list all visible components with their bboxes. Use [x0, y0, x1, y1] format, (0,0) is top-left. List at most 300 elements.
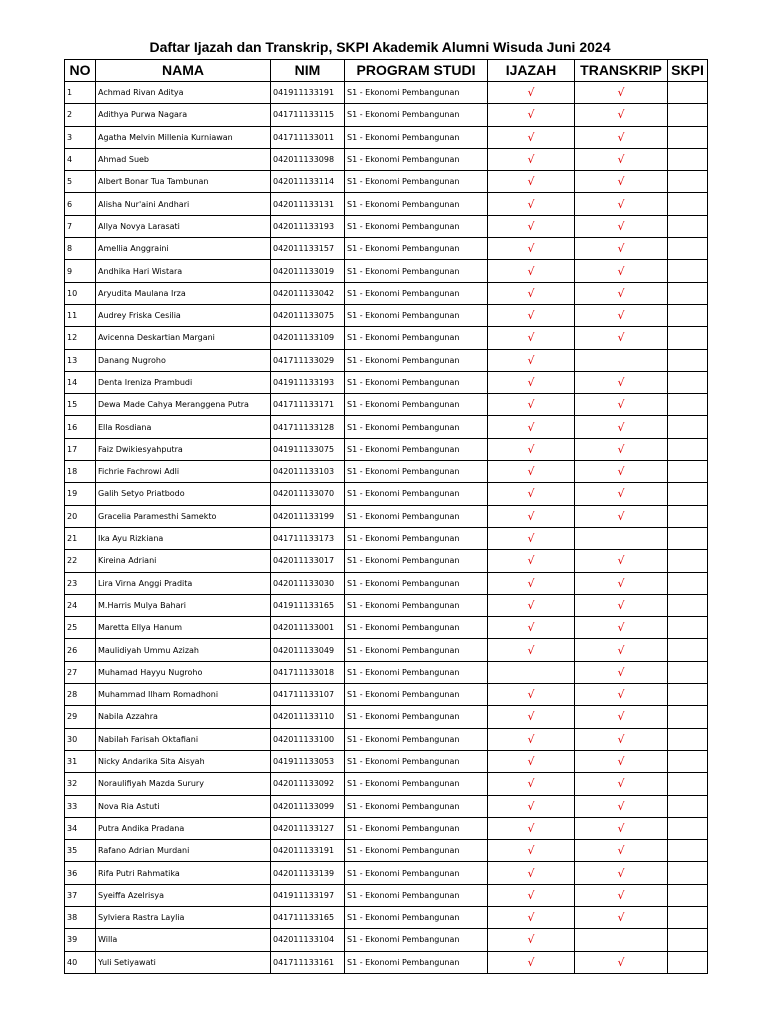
- cell-ijazah-check: √: [488, 706, 575, 728]
- cell-skpi: [668, 527, 708, 549]
- cell-ijazah-check: √: [488, 215, 575, 237]
- cell-transkrip-check: √: [575, 728, 668, 750]
- cell-program-studi: S1 - Ekonomi Pembangunan: [345, 527, 488, 549]
- cell-no: 19: [65, 483, 96, 505]
- cell-transkrip-check: √: [575, 148, 668, 170]
- cell-ijazah-check: √: [488, 929, 575, 951]
- cell-nim: 041711133029: [271, 349, 345, 371]
- cell-skpi: [668, 416, 708, 438]
- cell-transkrip-check: [575, 929, 668, 951]
- cell-program-studi: S1 - Ekonomi Pembangunan: [345, 483, 488, 505]
- table-row: [65, 483, 708, 505]
- cell-transkrip-check: √: [575, 594, 668, 616]
- cell-ijazah-check: √: [488, 483, 575, 505]
- cell-transkrip-check: √: [575, 171, 668, 193]
- table-row: [65, 594, 708, 616]
- cell-program-studi: S1 - Ekonomi Pembangunan: [345, 193, 488, 215]
- cell-transkrip-check: √: [575, 416, 668, 438]
- cell-ijazah-check: √: [488, 750, 575, 772]
- cell-skpi: [668, 483, 708, 505]
- cell-skpi: [668, 661, 708, 683]
- table-row: [65, 193, 708, 215]
- cell-skpi: [668, 82, 708, 104]
- cell-ijazah-check: √: [488, 193, 575, 215]
- cell-nim: 042011133030: [271, 572, 345, 594]
- cell-skpi: [668, 126, 708, 148]
- cell-nama: Galih Setyo Priatbodo: [96, 483, 271, 505]
- cell-no: 31: [65, 750, 96, 772]
- cell-nama: Yuli Setiyawati: [96, 951, 271, 973]
- cell-no: 15: [65, 394, 96, 416]
- cell-nama: Fichrie Fachrowi Adli: [96, 461, 271, 483]
- cell-no: 28: [65, 684, 96, 706]
- cell-nim: 042011133103: [271, 461, 345, 483]
- cell-ijazah-check: √: [488, 505, 575, 527]
- cell-skpi: [668, 215, 708, 237]
- cell-nim: 042011133131: [271, 193, 345, 215]
- cell-nim: 042011133104: [271, 929, 345, 951]
- cell-program-studi: S1 - Ekonomi Pembangunan: [345, 817, 488, 839]
- cell-program-studi: S1 - Ekonomi Pembangunan: [345, 929, 488, 951]
- column-header-nim: NIM: [271, 60, 345, 82]
- table-row: [65, 505, 708, 527]
- cell-transkrip-check: √: [575, 104, 668, 126]
- cell-transkrip-check: [575, 349, 668, 371]
- cell-program-studi: S1 - Ekonomi Pembangunan: [345, 126, 488, 148]
- cell-program-studi: S1 - Ekonomi Pembangunan: [345, 550, 488, 572]
- cell-nama: Allya Novya Larasati: [96, 215, 271, 237]
- cell-transkrip-check: √: [575, 260, 668, 282]
- cell-ijazah-check: √: [488, 840, 575, 862]
- cell-nim: 042011133019: [271, 260, 345, 282]
- cell-nim: 041911133165: [271, 594, 345, 616]
- cell-transkrip-check: √: [575, 795, 668, 817]
- cell-program-studi: S1 - Ekonomi Pembangunan: [345, 594, 488, 616]
- cell-skpi: [668, 795, 708, 817]
- column-header-nama: NAMA: [96, 60, 271, 82]
- cell-skpi: [668, 148, 708, 170]
- cell-transkrip-check: √: [575, 661, 668, 683]
- cell-nama: Andhika Hari Wistara: [96, 260, 271, 282]
- cell-transkrip-check: √: [575, 327, 668, 349]
- cell-nama: Danang Nugroho: [96, 349, 271, 371]
- table-row: [65, 527, 708, 549]
- cell-no: 27: [65, 661, 96, 683]
- cell-program-studi: S1 - Ekonomi Pembangunan: [345, 884, 488, 906]
- cell-transkrip-check: √: [575, 817, 668, 839]
- cell-no: 29: [65, 706, 96, 728]
- cell-transkrip-check: √: [575, 639, 668, 661]
- cell-nama: Rafano Adrian Murdani: [96, 840, 271, 862]
- cell-nim: 042011133157: [271, 238, 345, 260]
- cell-nama: Avicenna Deskartian Margani: [96, 327, 271, 349]
- cell-ijazah-check: √: [488, 639, 575, 661]
- cell-skpi: [668, 260, 708, 282]
- cell-nim: 042011133114: [271, 171, 345, 193]
- column-header-ijazah: IJAZAH: [488, 60, 575, 82]
- cell-nama: Achmad Rivan Aditya: [96, 82, 271, 104]
- cell-nama: Willa: [96, 929, 271, 951]
- cell-program-studi: S1 - Ekonomi Pembangunan: [345, 215, 488, 237]
- cell-transkrip-check: √: [575, 193, 668, 215]
- cell-program-studi: S1 - Ekonomi Pembangunan: [345, 394, 488, 416]
- cell-no: 32: [65, 773, 96, 795]
- cell-program-studi: S1 - Ekonomi Pembangunan: [345, 684, 488, 706]
- cell-program-studi: S1 - Ekonomi Pembangunan: [345, 706, 488, 728]
- cell-nama: Rifa Putri Rahmatika: [96, 862, 271, 884]
- table-row: [65, 773, 708, 795]
- cell-skpi: [668, 104, 708, 126]
- cell-transkrip-check: √: [575, 371, 668, 393]
- cell-program-studi: S1 - Ekonomi Pembangunan: [345, 661, 488, 683]
- cell-nim: 041711133107: [271, 684, 345, 706]
- table-row: [65, 817, 708, 839]
- cell-ijazah-check: √: [488, 282, 575, 304]
- cell-no: 35: [65, 840, 96, 862]
- cell-ijazah-check: √: [488, 817, 575, 839]
- table-row: [65, 840, 708, 862]
- table-row: [65, 461, 708, 483]
- cell-skpi: [668, 728, 708, 750]
- cell-nama: Alisha Nur'aini Andhari: [96, 193, 271, 215]
- cell-program-studi: S1 - Ekonomi Pembangunan: [345, 773, 488, 795]
- cell-no: 39: [65, 929, 96, 951]
- column-header-no: NO: [65, 60, 96, 82]
- cell-nama: Albert Bonar Tua Tambunan: [96, 171, 271, 193]
- cell-transkrip-check: √: [575, 706, 668, 728]
- table-row: [65, 282, 708, 304]
- cell-nama: Ika Ayu Rizkiana: [96, 527, 271, 549]
- cell-program-studi: S1 - Ekonomi Pembangunan: [345, 416, 488, 438]
- table-row: [65, 661, 708, 683]
- cell-nim: 041911133197: [271, 884, 345, 906]
- cell-nim: 041711133011: [271, 126, 345, 148]
- cell-no: 18: [65, 461, 96, 483]
- cell-program-studi: S1 - Ekonomi Pembangunan: [345, 572, 488, 594]
- cell-ijazah-check: √: [488, 728, 575, 750]
- header-row: [65, 60, 708, 82]
- cell-skpi: [668, 282, 708, 304]
- cell-ijazah-check: √: [488, 304, 575, 326]
- table-row: [65, 327, 708, 349]
- cell-nim: 042011133109: [271, 327, 345, 349]
- cell-nim: 042011133099: [271, 795, 345, 817]
- cell-program-studi: S1 - Ekonomi Pembangunan: [345, 82, 488, 104]
- cell-skpi: [668, 304, 708, 326]
- cell-nim: 042011133127: [271, 817, 345, 839]
- cell-skpi: [668, 906, 708, 928]
- cell-ijazah-check: √: [488, 572, 575, 594]
- cell-nim: 042011133092: [271, 773, 345, 795]
- cell-transkrip-check: √: [575, 862, 668, 884]
- cell-ijazah-check: √: [488, 461, 575, 483]
- cell-ijazah-check: √: [488, 617, 575, 639]
- table-row: [65, 215, 708, 237]
- cell-program-studi: S1 - Ekonomi Pembangunan: [345, 260, 488, 282]
- cell-program-studi: S1 - Ekonomi Pembangunan: [345, 238, 488, 260]
- cell-nama: Maulidiyah Ummu Azizah: [96, 639, 271, 661]
- cell-skpi: [668, 862, 708, 884]
- cell-ijazah-check: √: [488, 148, 575, 170]
- cell-program-studi: S1 - Ekonomi Pembangunan: [345, 840, 488, 862]
- cell-skpi: [668, 505, 708, 527]
- cell-no: 25: [65, 617, 96, 639]
- cell-program-studi: S1 - Ekonomi Pembangunan: [345, 639, 488, 661]
- cell-nama: Ella Rosdiana: [96, 416, 271, 438]
- column-header-skpi: SKPI: [668, 60, 708, 82]
- cell-nim: 041911133075: [271, 438, 345, 460]
- cell-program-studi: S1 - Ekonomi Pembangunan: [345, 862, 488, 884]
- cell-nama: Noraulifiyah Mazda Surury: [96, 773, 271, 795]
- cell-skpi: [668, 639, 708, 661]
- cell-nim: 042011133139: [271, 862, 345, 884]
- cell-ijazah-check: √: [488, 126, 575, 148]
- cell-nama: Amellia Anggraini: [96, 238, 271, 260]
- table-row: [65, 371, 708, 393]
- cell-nama: Faiz Dwikiesyahputra: [96, 438, 271, 460]
- cell-ijazah-check: √: [488, 906, 575, 928]
- cell-program-studi: S1 - Ekonomi Pembangunan: [345, 728, 488, 750]
- cell-transkrip-check: √: [575, 750, 668, 772]
- cell-nama: Sylviera Rastra Laylia: [96, 906, 271, 928]
- cell-ijazah-check: √: [488, 795, 575, 817]
- cell-no: 9: [65, 260, 96, 282]
- table-row: [65, 929, 708, 951]
- cell-no: 23: [65, 572, 96, 594]
- cell-transkrip-check: √: [575, 82, 668, 104]
- cell-no: 17: [65, 438, 96, 460]
- cell-ijazah-check: √: [488, 104, 575, 126]
- cell-program-studi: S1 - Ekonomi Pembangunan: [345, 171, 488, 193]
- cell-nim: 041711133165: [271, 906, 345, 928]
- cell-program-studi: S1 - Ekonomi Pembangunan: [345, 104, 488, 126]
- cell-nama: Muhamad Hayyu Nugroho: [96, 661, 271, 683]
- cell-no: 26: [65, 639, 96, 661]
- table-row: [65, 349, 708, 371]
- table-row: [65, 684, 708, 706]
- table-row: [65, 394, 708, 416]
- table-row: [65, 104, 708, 126]
- table-row: [65, 238, 708, 260]
- cell-transkrip-check: √: [575, 238, 668, 260]
- cell-program-studi: S1 - Ekonomi Pembangunan: [345, 438, 488, 460]
- cell-no: 6: [65, 193, 96, 215]
- graduate-table: [64, 59, 708, 974]
- cell-nim: 042011133075: [271, 304, 345, 326]
- cell-skpi: [668, 817, 708, 839]
- table-row: [65, 862, 708, 884]
- cell-no: 8: [65, 238, 96, 260]
- table-row: [65, 550, 708, 572]
- table-row: [65, 82, 708, 104]
- cell-nim: 042011133098: [271, 148, 345, 170]
- table-row: [65, 884, 708, 906]
- cell-nim: 042011133199: [271, 505, 345, 527]
- cell-skpi: [668, 572, 708, 594]
- cell-no: 3: [65, 126, 96, 148]
- cell-no: 14: [65, 371, 96, 393]
- table-row: [65, 750, 708, 772]
- cell-ijazah-check: √: [488, 951, 575, 973]
- cell-no: 4: [65, 148, 96, 170]
- cell-nim: 041711133171: [271, 394, 345, 416]
- cell-nim: 042011133110: [271, 706, 345, 728]
- cell-nama: Agatha Melvin Millenia Kurniawan: [96, 126, 271, 148]
- table-row: [65, 951, 708, 973]
- cell-nama: Gracelia Paramesthi Samekto: [96, 505, 271, 527]
- cell-program-studi: S1 - Ekonomi Pembangunan: [345, 795, 488, 817]
- cell-ijazah-check: √: [488, 171, 575, 193]
- table-row: [65, 260, 708, 282]
- cell-no: 30: [65, 728, 96, 750]
- cell-nama: Putra Andika Pradana: [96, 817, 271, 839]
- cell-ijazah-check: √: [488, 438, 575, 460]
- cell-no: 21: [65, 527, 96, 549]
- table-row: [65, 639, 708, 661]
- cell-ijazah-check: √: [488, 82, 575, 104]
- cell-nama: Muhammad Ilham Romadhoni: [96, 684, 271, 706]
- cell-transkrip-check: √: [575, 394, 668, 416]
- cell-transkrip-check: √: [575, 773, 668, 795]
- cell-transkrip-check: √: [575, 684, 668, 706]
- cell-no: 1: [65, 82, 96, 104]
- cell-nama: Aryudita Maulana Irza: [96, 282, 271, 304]
- cell-skpi: [668, 193, 708, 215]
- cell-program-studi: S1 - Ekonomi Pembangunan: [345, 461, 488, 483]
- table-row: [65, 728, 708, 750]
- cell-nama: Audrey Friska Cesilia: [96, 304, 271, 326]
- cell-program-studi: S1 - Ekonomi Pembangunan: [345, 617, 488, 639]
- cell-nim: 042011133193: [271, 215, 345, 237]
- cell-no: 22: [65, 550, 96, 572]
- cell-transkrip-check: √: [575, 282, 668, 304]
- cell-skpi: [668, 238, 708, 260]
- table-row: [65, 171, 708, 193]
- cell-program-studi: S1 - Ekonomi Pembangunan: [345, 148, 488, 170]
- cell-skpi: [668, 840, 708, 862]
- cell-no: 20: [65, 505, 96, 527]
- document-title: Daftar Ijazah dan Transkrip, SKPI Akademik Alumni Wisuda Juni 2024: [149, 39, 611, 55]
- cell-nama: Nabilah Farisah Oktafiani: [96, 728, 271, 750]
- cell-skpi: [668, 349, 708, 371]
- cell-nim: 042011133001: [271, 617, 345, 639]
- cell-no: 11: [65, 304, 96, 326]
- cell-skpi: [668, 929, 708, 951]
- column-header-transkrip: TRANSKRIP: [575, 60, 668, 82]
- cell-no: 40: [65, 951, 96, 973]
- cell-nim: 041911133053: [271, 750, 345, 772]
- cell-nama: Dewa Made Cahya Meranggena Putra: [96, 394, 271, 416]
- cell-no: 2: [65, 104, 96, 126]
- cell-skpi: [668, 550, 708, 572]
- cell-nama: M.Harris Mulya Bahari: [96, 594, 271, 616]
- table-body: [65, 82, 708, 974]
- table-row: [65, 148, 708, 170]
- cell-ijazah-check: √: [488, 527, 575, 549]
- cell-skpi: [668, 438, 708, 460]
- cell-nama: Ahmad Sueb: [96, 148, 271, 170]
- cell-nama: Nabila Azzahra: [96, 706, 271, 728]
- cell-nama: Nova Ria Astuti: [96, 795, 271, 817]
- cell-nim: 042011133191: [271, 840, 345, 862]
- cell-transkrip-check: √: [575, 617, 668, 639]
- table-row: [65, 126, 708, 148]
- cell-transkrip-check: √: [575, 215, 668, 237]
- cell-nim: 041711133128: [271, 416, 345, 438]
- cell-ijazah-check: √: [488, 238, 575, 260]
- cell-nama: Lira Virna Anggi Pradita: [96, 572, 271, 594]
- cell-program-studi: S1 - Ekonomi Pembangunan: [345, 951, 488, 973]
- cell-no: 33: [65, 795, 96, 817]
- cell-ijazah-check: √: [488, 327, 575, 349]
- cell-skpi: [668, 773, 708, 795]
- cell-nama: Nicky Andarika Sita Aisyah: [96, 750, 271, 772]
- cell-ijazah-check: √: [488, 349, 575, 371]
- cell-ijazah-check: √: [488, 884, 575, 906]
- cell-nim: 041911133193: [271, 371, 345, 393]
- cell-no: 16: [65, 416, 96, 438]
- cell-skpi: [668, 594, 708, 616]
- cell-no: 37: [65, 884, 96, 906]
- cell-program-studi: S1 - Ekonomi Pembangunan: [345, 906, 488, 928]
- cell-nim: 042011133042: [271, 282, 345, 304]
- cell-transkrip-check: √: [575, 884, 668, 906]
- cell-nim: 041711133161: [271, 951, 345, 973]
- cell-nama: Syeiffa Azelrisya: [96, 884, 271, 906]
- cell-program-studi: S1 - Ekonomi Pembangunan: [345, 282, 488, 304]
- cell-transkrip-check: √: [575, 572, 668, 594]
- cell-transkrip-check: √: [575, 550, 668, 572]
- cell-no: 34: [65, 817, 96, 839]
- cell-nama: Denta Ireniza Prambudi: [96, 371, 271, 393]
- table-header: [65, 60, 708, 82]
- cell-no: 13: [65, 349, 96, 371]
- cell-transkrip-check: √: [575, 906, 668, 928]
- cell-program-studi: S1 - Ekonomi Pembangunan: [345, 304, 488, 326]
- cell-ijazah-check: [488, 661, 575, 683]
- cell-no: 7: [65, 215, 96, 237]
- cell-transkrip-check: √: [575, 126, 668, 148]
- cell-skpi: [668, 394, 708, 416]
- cell-no: 36: [65, 862, 96, 884]
- cell-skpi: [668, 371, 708, 393]
- table-row: [65, 617, 708, 639]
- cell-transkrip-check: √: [575, 438, 668, 460]
- cell-skpi: [668, 617, 708, 639]
- cell-nim: 042011133070: [271, 483, 345, 505]
- cell-no: 24: [65, 594, 96, 616]
- cell-program-studi: S1 - Ekonomi Pembangunan: [345, 505, 488, 527]
- cell-ijazah-check: √: [488, 594, 575, 616]
- cell-transkrip-check: √: [575, 304, 668, 326]
- table-row: [65, 906, 708, 928]
- cell-nama: Kireina Adriani: [96, 550, 271, 572]
- cell-skpi: [668, 171, 708, 193]
- cell-skpi: [668, 951, 708, 973]
- cell-skpi: [668, 750, 708, 772]
- cell-transkrip-check: √: [575, 461, 668, 483]
- cell-ijazah-check: √: [488, 394, 575, 416]
- column-header-program-studi: PROGRAM STUDI: [345, 60, 488, 82]
- cell-nim: 041711133173: [271, 527, 345, 549]
- cell-nim: 042011133100: [271, 728, 345, 750]
- table-row: [65, 795, 708, 817]
- cell-ijazah-check: √: [488, 862, 575, 884]
- cell-skpi: [668, 327, 708, 349]
- cell-transkrip-check: √: [575, 505, 668, 527]
- cell-ijazah-check: √: [488, 371, 575, 393]
- cell-nim: 041711133115: [271, 104, 345, 126]
